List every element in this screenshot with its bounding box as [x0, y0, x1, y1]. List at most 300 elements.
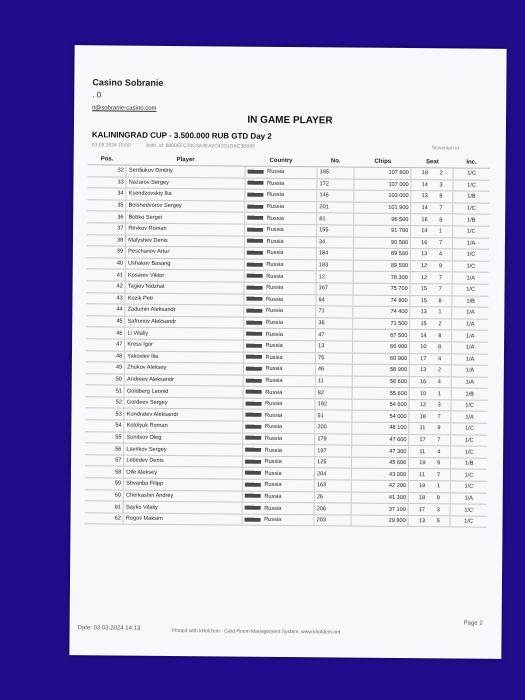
country-cell [244, 201, 317, 213]
pos-cell: 46 [86, 327, 125, 339]
country-label: Russia [266, 296, 284, 303]
chips-cell: 101 900 [354, 202, 411, 214]
flag-icon [244, 517, 260, 521]
seat-cell [409, 457, 451, 469]
flag-icon [244, 506, 260, 510]
seat-cell [408, 504, 450, 516]
country-cell [242, 433, 315, 445]
inc-cell: 1/C [451, 435, 487, 447]
table-number: 14 [421, 182, 428, 189]
seat-cell [409, 434, 451, 446]
seat-cell [410, 365, 452, 377]
inc-cell: 1/C [452, 249, 488, 261]
seat-number: 4 [438, 251, 443, 258]
flag-icon [245, 378, 261, 382]
table-number: 19 [419, 460, 426, 467]
chips-cell: 71 500 [353, 318, 410, 330]
seat-cell [409, 446, 451, 458]
country-label: Russia [266, 238, 284, 245]
col-player: Player [126, 154, 244, 167]
player-no-cell: 12 [316, 271, 353, 283]
seat-cell [408, 515, 450, 527]
seat-number: 5 [436, 518, 440, 525]
pos-cell: 54 [85, 420, 124, 432]
pos-cell: 49 [86, 362, 125, 374]
chips-cell: 89 500 [353, 248, 410, 260]
auth-id: Auth. id: 6890EFC70C3A3EA2C41D1DAC3B088 [145, 142, 255, 150]
pos-cell: 42 [87, 281, 126, 293]
table-number: 15 [420, 297, 427, 305]
country-label: Russia [264, 424, 283, 431]
country-label: Russia [266, 285, 284, 292]
pos-cell: 61 [85, 501, 124, 513]
inc-cell: 1/C [453, 168, 489, 180]
chips-cell: 47 600 [352, 434, 409, 446]
country-cell [243, 328, 316, 340]
table-number: 14 [421, 205, 428, 212]
player-no-cell: 163 [314, 480, 351, 492]
seat-cell [410, 272, 452, 284]
seat-cell [410, 260, 452, 272]
chips-cell: 96 500 [354, 213, 411, 225]
player-cell: Sunitsov Oleg [124, 432, 242, 445]
table-number: 14 [420, 332, 427, 339]
player-cell: Tagiev Nidzhat [125, 281, 243, 294]
pos-cell: 52 [86, 397, 125, 409]
chips-cell: 54 600 [352, 399, 409, 411]
pos-cell: 44 [86, 304, 125, 316]
col-inc: Inc. [453, 156, 489, 168]
chips-cell: 55 600 [352, 387, 409, 399]
table-row [84, 513, 486, 528]
chips-cell: 54 000 [352, 411, 409, 423]
flag-icon [245, 471, 261, 475]
table-number: 11 [419, 471, 425, 478]
seat-number: 9 [438, 263, 442, 270]
country-label: Russia [265, 354, 283, 361]
player-cell: Yakovlev Ilia [125, 351, 243, 364]
flag-icon [245, 459, 261, 463]
chips-cell: 66 900 [352, 341, 409, 353]
seat-cell [411, 191, 453, 203]
col-seat: Seat [411, 156, 453, 168]
seat-number: 1 [437, 390, 441, 397]
inc-cell: 1/C [451, 469, 487, 481]
pos-cell: 47 [86, 339, 125, 351]
country-cell [244, 259, 317, 271]
country-cell [243, 340, 316, 352]
document-meta [91, 142, 460, 152]
country-cell [242, 421, 315, 433]
country-label: Russia [264, 516, 282, 524]
player-cell: Gordeev Sergey [124, 397, 242, 410]
seat-number: 1 [439, 228, 443, 235]
country-cell [244, 236, 317, 248]
country-cell [243, 375, 316, 387]
flag-icon [247, 204, 263, 208]
table-number: 16 [421, 216, 428, 223]
flag-icon [246, 343, 262, 347]
country-cell [242, 491, 315, 503]
seat-cell [411, 202, 453, 214]
chips-cell: 43 000 [351, 468, 408, 480]
table-number: 19 [419, 483, 426, 490]
country-cell [243, 305, 316, 317]
seat-number: 7 [437, 437, 441, 444]
country-cell [245, 178, 318, 190]
inc-cell: 1/A [451, 411, 487, 423]
seat-number: 2 [438, 321, 442, 328]
inc-cell: 1/A [453, 237, 489, 249]
country-label: Russia [264, 482, 282, 489]
seat-cell [411, 237, 453, 249]
flag-icon [247, 193, 263, 197]
pos-cell: 37 [87, 223, 126, 235]
seat-number: 7 [437, 414, 441, 421]
flag-icon [245, 425, 261, 429]
seat-number: 1 [438, 309, 442, 316]
col-chips: Chips [354, 156, 411, 168]
player-cell: Ksendzovskiy Ilia [126, 188, 244, 201]
pos-cell: 55 [85, 431, 124, 443]
player-no-cell: 146 [317, 190, 354, 202]
flag-icon [247, 169, 263, 173]
country-label: Russia [264, 470, 282, 477]
player-cell: Bolshedvorov Sergey [126, 200, 244, 213]
country-label: Russia [264, 435, 282, 442]
inc-cell: 1/B [453, 191, 489, 203]
inc-cell: 1/C [450, 516, 486, 528]
country-label: Russia [265, 319, 283, 326]
pos-cell: 60 [85, 489, 124, 501]
country-cell [244, 294, 317, 306]
table-number: 13 [421, 251, 428, 258]
country-cell [242, 502, 315, 514]
flag-icon [246, 332, 262, 336]
player-no-cell: 34 [317, 236, 354, 248]
player-cell: Kolotyuk Roman [124, 420, 242, 433]
chips-cell: 90 500 [353, 237, 410, 249]
seat-number: 9 [436, 495, 440, 502]
chips-cell: 91 700 [353, 225, 410, 237]
seat-number: 4 [437, 448, 441, 455]
country-label: Russia [265, 412, 283, 419]
player-cell: Kress Igor [125, 339, 243, 352]
inc-cell: 1/C [451, 446, 487, 458]
print-date: 03.03.2024 15:00 [91, 142, 131, 149]
inc-cell: 1/A [451, 365, 487, 377]
seat-number: 9 [437, 425, 441, 432]
country-cell [244, 224, 317, 236]
inc-cell: 1/C [452, 261, 488, 273]
pos-cell: 58 [85, 466, 124, 478]
country-cell [242, 479, 315, 491]
seat-number: 7 [439, 240, 443, 247]
flag-icon [245, 436, 261, 440]
printed-sheet [69, 45, 506, 659]
country-label: Russia [265, 331, 283, 338]
table-number: 15 [420, 286, 428, 293]
chips-cell: 67 500 [353, 329, 410, 341]
player-no-cell: 75 [315, 352, 352, 364]
player-cell: Serdiukov Dmitriy [126, 165, 244, 178]
table-number: 18 [419, 413, 426, 420]
table-number: 17 [420, 355, 427, 363]
country-cell [243, 363, 316, 375]
flag-icon [247, 181, 263, 185]
pos-cell: 33 [87, 176, 126, 188]
flag-icon [247, 216, 263, 220]
inc-cell: 1/A [452, 319, 488, 331]
seat-cell [409, 423, 451, 435]
country-cell [242, 468, 315, 480]
table-number: 11 [419, 425, 426, 432]
country-label: Russia [265, 377, 283, 384]
player-no-cell: 125 [315, 457, 352, 469]
flag-icon [246, 320, 262, 324]
inc-cell: 1/B [453, 214, 489, 226]
player-cell: Sayko Vitaliy [123, 501, 241, 514]
footer-date: Date: 03.03.2024 14:13 [77, 625, 141, 632]
seat-cell [411, 179, 453, 191]
pos-cell: 43 [86, 292, 125, 304]
seat-number: 7 [436, 472, 441, 479]
table-number: 12 [420, 263, 428, 270]
chips-cell: 89 500 [353, 260, 410, 272]
seat-number: 7 [439, 205, 443, 212]
chips-cell: 74 400 [353, 306, 410, 318]
country-cell [243, 317, 316, 329]
table-number: 17 [418, 506, 426, 513]
inc-cell: 1/C [453, 203, 489, 215]
pos-cell: 38 [87, 234, 126, 246]
seat-cell [408, 492, 450, 504]
table-number: 16 [419, 379, 427, 386]
flag-icon [245, 367, 261, 371]
seat-cell [411, 168, 453, 180]
chips-cell: 56 600 [352, 376, 409, 388]
country-cell [244, 189, 317, 201]
seat-cell [410, 318, 452, 330]
player-no-cell: 26 [314, 491, 351, 503]
pos-cell: 40 [87, 257, 126, 269]
player-cell: Andreev Aleksandr [124, 374, 242, 387]
country-label: Russia [265, 343, 283, 350]
seat-cell [409, 469, 451, 481]
flag-icon [246, 285, 262, 289]
pos-cell: 57 [85, 455, 124, 467]
seat-number: 8 [439, 216, 443, 224]
seat-number: 1 [436, 483, 441, 490]
player-no-cell: 71 [316, 306, 353, 318]
pos-cell: 35 [87, 200, 126, 212]
inc-cell: 1/A [451, 377, 487, 389]
inc-cell: 1/C [452, 284, 488, 296]
player-no-cell: 206 [314, 503, 351, 515]
col-country: Country [245, 155, 318, 167]
country-label: Russia [264, 493, 282, 500]
player-cell: Cherkashin Andrey [123, 490, 241, 503]
country-label: Russia [267, 169, 285, 176]
seat-number: 8 [439, 193, 443, 200]
table-number: 18 [421, 170, 429, 177]
seat-cell [409, 376, 451, 388]
country-label: Russia [265, 366, 283, 373]
seat-number: 7 [438, 274, 442, 281]
seat-cell [410, 295, 452, 307]
footer-page: Page 2 [463, 620, 483, 627]
flag-icon [246, 251, 262, 255]
chips-cell: 37 100 [351, 503, 408, 515]
inc-cell: 1/C [453, 180, 489, 192]
pos-cell: 45 [86, 315, 125, 327]
col-no: No. [317, 155, 354, 167]
player-cell: Rogov Maksim [123, 513, 241, 526]
seat-cell [410, 307, 452, 319]
table-number: 12 [419, 402, 427, 409]
faint-id-label: Slovenian id [431, 145, 460, 152]
player-no-cell: 94 [316, 294, 353, 306]
chips-cell: 103 000 [354, 190, 411, 202]
player-no-cell: 201 [317, 202, 354, 214]
seat-cell [411, 214, 453, 226]
seat-number: 8 [438, 332, 442, 339]
player-no-cell: 200 [315, 422, 352, 434]
player-cell: Revkov Roman [126, 223, 244, 236]
country-cell [244, 270, 317, 282]
seat-number: 3 [436, 506, 440, 513]
country-label: Russia [266, 203, 284, 211]
inc-cell: 1/B [451, 458, 487, 470]
country-cell [242, 410, 315, 422]
flag-icon [245, 448, 261, 452]
country-cell [242, 444, 315, 456]
chips-cell: 75 700 [353, 283, 410, 295]
document-title: IN GAME PLAYER [247, 114, 333, 127]
flag-icon [246, 355, 262, 359]
pos-cell: 51 [86, 385, 125, 397]
player-cell: Safronov Aleksandr [125, 316, 243, 329]
seat-number: 4 [437, 379, 441, 386]
seat-number: 3 [437, 402, 441, 409]
seat-cell [411, 249, 453, 261]
chips-cell: 45 600 [351, 457, 408, 469]
player-cell: Kosarev Viktor [125, 269, 243, 282]
flag-icon [246, 262, 262, 266]
table-number: 12 [420, 274, 428, 281]
seat-number: 9 [437, 460, 441, 467]
chips-cell: 74 800 [353, 295, 410, 307]
inc-cell: 1/C [453, 226, 489, 238]
inc-cell: 1/A [452, 342, 488, 354]
player-no-cell: 81 [317, 213, 354, 225]
player-no-cell: 203 [314, 515, 351, 527]
player-no-cell: 155 [317, 225, 354, 237]
player-cell: Lebedev Denis [124, 455, 242, 468]
chips-cell: 107 000 [354, 179, 411, 191]
seat-number: 8 [438, 344, 442, 351]
chips-cell: 41 300 [351, 492, 408, 504]
player-no-cell: 13 [316, 341, 353, 353]
table-number: 14 [421, 228, 428, 235]
company-code: . 0 [92, 90, 102, 100]
player-no-cell: 179 [315, 433, 352, 445]
player-cell: Peschanov Artur [126, 246, 244, 259]
country-label: Russia [265, 400, 283, 408]
country-cell [245, 166, 318, 178]
player-no-cell: 36 [316, 317, 353, 329]
seat-number: 2 [439, 170, 443, 177]
flag-icon [244, 494, 260, 498]
country-cell [243, 352, 316, 364]
flag-icon [246, 274, 262, 278]
country-label: Russia [266, 250, 284, 257]
country-label: Russia [264, 447, 282, 454]
seat-cell [409, 388, 451, 400]
seat-number: 2 [437, 367, 442, 374]
inc-cell: 1/A [452, 272, 488, 284]
seat-cell [410, 353, 452, 365]
flag-icon [247, 227, 263, 231]
country-label: Russia [267, 180, 285, 187]
player-no-cell: 11 [315, 375, 352, 387]
country-cell [243, 398, 316, 410]
player-cell: Bobko Sergei [126, 211, 244, 224]
country-label: Russia [266, 227, 284, 234]
player-cell: Lavrikov Sergey [124, 443, 242, 456]
chips-cell: 60 900 [352, 353, 409, 365]
tournament-name: KALININGRAD CUP - 3.500.000 RUB GTD Day 2 [91, 130, 272, 141]
player-cell: Olle Aleksey [124, 467, 242, 480]
inc-cell: 1/A [450, 493, 486, 505]
table-number: 10 [420, 344, 427, 351]
seat-number: 4 [437, 356, 442, 363]
country-cell [242, 456, 315, 468]
flag-icon [245, 413, 261, 417]
seat-cell [411, 226, 453, 238]
player-no-cell: 172 [317, 178, 354, 190]
inc-cell: 1/A [452, 307, 488, 319]
player-cell: Li Vitaliy [125, 327, 243, 340]
inc-cell: 1/C [450, 481, 486, 493]
country-label: Russia [265, 308, 284, 315]
player-cell: Ushakov Basang [126, 258, 244, 271]
seat-cell [409, 399, 451, 411]
inc-cell: 1/C [451, 400, 487, 412]
country-label: Russia [266, 261, 284, 269]
chips-cell: 29 800 [351, 515, 408, 527]
pos-cell: 59 [85, 478, 124, 490]
player-no-cell: 46 [315, 364, 352, 376]
country-label: Russia [265, 389, 283, 396]
player-no-cell: 195 [317, 167, 354, 179]
player-no-cell: 47 [316, 329, 353, 341]
flag-icon [246, 297, 262, 301]
flag-icon [244, 482, 260, 486]
table-number: 17 [419, 437, 426, 444]
players-table [84, 153, 489, 528]
table-number: 10 [419, 390, 427, 397]
player-cell: Zhukov Aleksey [125, 362, 243, 375]
chips-cell: 48 100 [352, 422, 409, 434]
seat-number: 7 [438, 286, 442, 293]
inc-cell: 1/A [452, 330, 488, 342]
inc-cell: 1/C [450, 504, 486, 516]
pos-cell: 48 [86, 350, 125, 362]
player-no-cell: 183 [316, 259, 353, 271]
chips-cell: 78 300 [353, 271, 410, 283]
country-cell [244, 282, 317, 294]
